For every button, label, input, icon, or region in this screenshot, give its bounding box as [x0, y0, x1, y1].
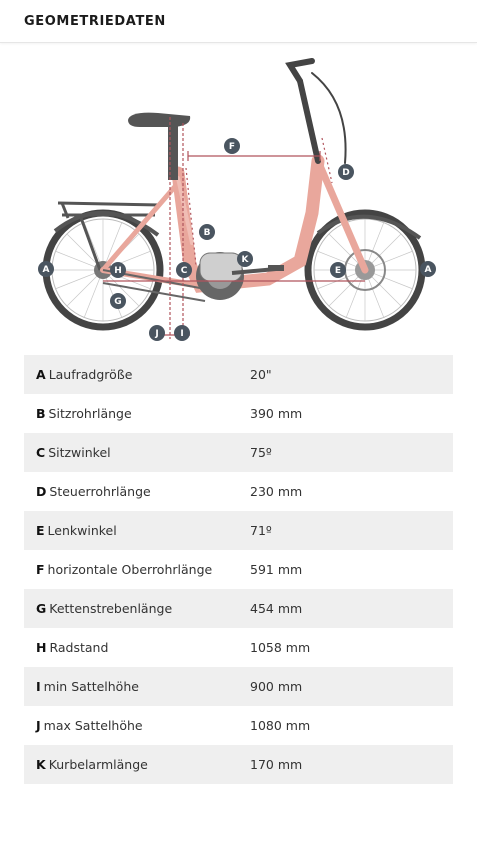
svg-text:G: G: [114, 297, 122, 307]
marker-e: [330, 262, 346, 278]
row-label: max Sattelhöhe: [43, 718, 143, 733]
saddle-icon: [128, 113, 190, 127]
row-label: min Sattelhöhe: [43, 679, 139, 694]
row-letter: E: [36, 523, 45, 538]
marker-c: [176, 262, 192, 278]
svg-text:A: A: [424, 265, 432, 275]
row-letter: C: [36, 445, 46, 460]
row-label: Lenkwinkel: [47, 523, 117, 538]
row-letter: H: [36, 640, 47, 655]
row-value: 170 mm: [250, 757, 303, 772]
row-letter: F: [36, 562, 45, 577]
row-label: Radstand: [49, 640, 109, 655]
table-row: [24, 745, 453, 784]
svg-text:F: F: [228, 142, 236, 152]
table-row: [24, 394, 453, 433]
row-value: 20": [250, 367, 272, 382]
bike-illustration: [0, 43, 477, 351]
marker-d: [338, 164, 354, 180]
svg-text:K: K: [241, 255, 249, 265]
svg-text:C: C: [180, 266, 188, 276]
svg-text:B: B: [203, 228, 211, 238]
page-title: GEOMETRIEDATEN: [24, 13, 166, 29]
row-value: 71º: [250, 523, 272, 538]
table-row: [24, 550, 453, 589]
row-label: Sitzrohrlänge: [48, 406, 132, 421]
row-value: 591 mm: [250, 562, 303, 577]
row-value: 454 mm: [250, 601, 303, 616]
table-row: [24, 628, 453, 667]
row-value: 1058 mm: [250, 640, 311, 655]
row-letter: D: [36, 484, 47, 499]
row-label: horizontale Oberrohrlänge: [47, 562, 213, 577]
row-label: Sitzwinkel: [48, 445, 111, 460]
table-row: [24, 511, 453, 550]
row-label: Laufradgröße: [48, 367, 133, 382]
row-value: 230 mm: [250, 484, 303, 499]
marker-f: [224, 138, 240, 154]
row-value: 900 mm: [250, 679, 303, 694]
row-value: 390 mm: [250, 406, 303, 421]
row-label: Steuerrohrlänge: [49, 484, 151, 499]
marker-a-left: [38, 261, 54, 277]
geometry-table: [24, 355, 453, 784]
handlebar: [290, 61, 346, 163]
marker-h: [110, 262, 126, 278]
row-letter: J: [36, 718, 41, 733]
table-row: [24, 667, 453, 706]
svg-text:A: A: [42, 265, 50, 275]
svg-text:D: D: [342, 168, 350, 178]
marker-a-right: [420, 261, 436, 277]
row-letter: A: [36, 367, 46, 382]
bike-geometry-diagram: [0, 43, 477, 351]
row-letter: I: [36, 679, 41, 694]
row-letter: K: [36, 757, 46, 772]
svg-text:E: E: [334, 266, 342, 276]
marker-k: [237, 251, 253, 267]
page-header: [0, 0, 477, 43]
row-letter: B: [36, 406, 46, 421]
row-value: 75º: [250, 445, 272, 460]
table-row: [24, 472, 453, 511]
table-row: [24, 706, 453, 745]
row-letter: G: [36, 601, 47, 616]
marker-i: [174, 325, 190, 341]
table-row: [24, 589, 453, 628]
row-label: Kurbelarmlänge: [48, 757, 148, 772]
row-value: 1080 mm: [250, 718, 311, 733]
marker-g: [110, 293, 126, 309]
row-label: Kettenstrebenlänge: [49, 601, 173, 616]
svg-text:J: J: [155, 329, 159, 339]
svg-text:H: H: [114, 266, 122, 276]
motor: [200, 253, 242, 281]
marker-b: [199, 224, 215, 240]
marker-j: [149, 325, 165, 341]
svg-text:I: I: [180, 329, 184, 339]
table-row: [24, 433, 453, 472]
table-row: [24, 355, 453, 394]
